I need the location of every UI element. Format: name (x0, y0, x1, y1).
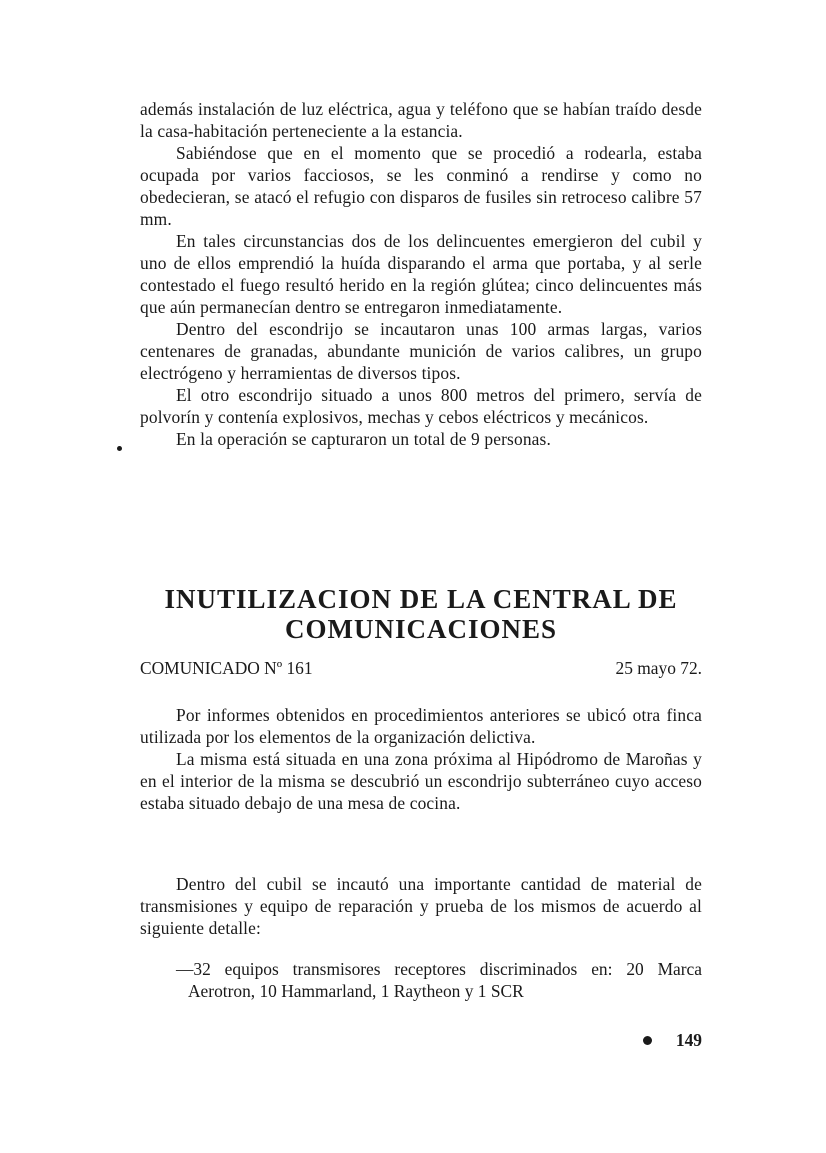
communique-date: 25 mayo 72. (615, 658, 702, 678)
margin-dot-mark (117, 446, 122, 451)
paragraph: Dentro del escondrijo se incautaron unas 100 armas largas, varios centenares de granadas, abundante munición de varios calibres, un grupo electrógeno y herramientas de diversos tipos. (140, 319, 702, 383)
mid-text-block (140, 704, 702, 814)
paragraph: Sabiéndose que en el momento que se procedió a rodearla, estaba ocupada por varios facciosos, se les conminó a rendirse y como no obedecieran, se atacó el refugio con disparos de fusiles sin retroceso calibre 57 mm. (140, 143, 702, 229)
page-footer (643, 1030, 702, 1051)
paragraph: además instalación de luz eléctrica, agua y teléfono que se habían traído desde la casa-habitación perteneciente a la estancia. (140, 99, 702, 141)
paragraph: Por informes obtenidos en procedimientos anteriores se ubicó otra finca utilizada por los elementos de la organización delictiva. (140, 705, 702, 747)
paragraph: En tales circunstancias dos de los delincuentes emergieron del cubil y uno de ellos emprendió la huída disparando el arma que portaba, y al serle contestado el fuego resultó herido en la región glútea; cinco delincuentes más que aún permanecían dentro se entregaron inmediatamente. (140, 231, 702, 317)
paragraph: En la operación se capturaron un total de 9 personas. (176, 429, 551, 449)
communique-line (140, 657, 702, 679)
list-item: —32 equipos transmisores receptores discriminados en: 20 Marca Aerotron, 10 Hammarland, 1 Raytheon y 1 SCR (176, 959, 702, 1001)
communique-number: COMUNICADO Nº 161 (140, 658, 313, 678)
detail-text-block (140, 873, 702, 939)
page-number: 149 (675, 1030, 702, 1050)
paragraph: El otro escondrijo situado a unos 800 metros del primero, servía de polvorín y contenía explosivos, mechas y cebos eléctricos y mecánicos. (140, 385, 702, 427)
section-heading: INUTILIZACION DE LA CENTRAL DE COMUNICACIONES (164, 584, 678, 644)
top-text-block (140, 98, 702, 450)
bullet-icon (643, 1036, 652, 1045)
paragraph: La misma está situada en una zona próxima al Hipódromo de Maroñas y en el interior de la misma se descubrió un escondrijo subterráneo cuyo acceso estaba situado debajo de una mesa de cocina. (140, 749, 702, 813)
equipment-list (140, 958, 702, 1002)
paragraph: Dentro del cubil se incautó una importante cantidad de material de transmisiones y equipo de reparación y prueba de los mismos de acuerdo al siguiente detalle: (140, 874, 702, 938)
